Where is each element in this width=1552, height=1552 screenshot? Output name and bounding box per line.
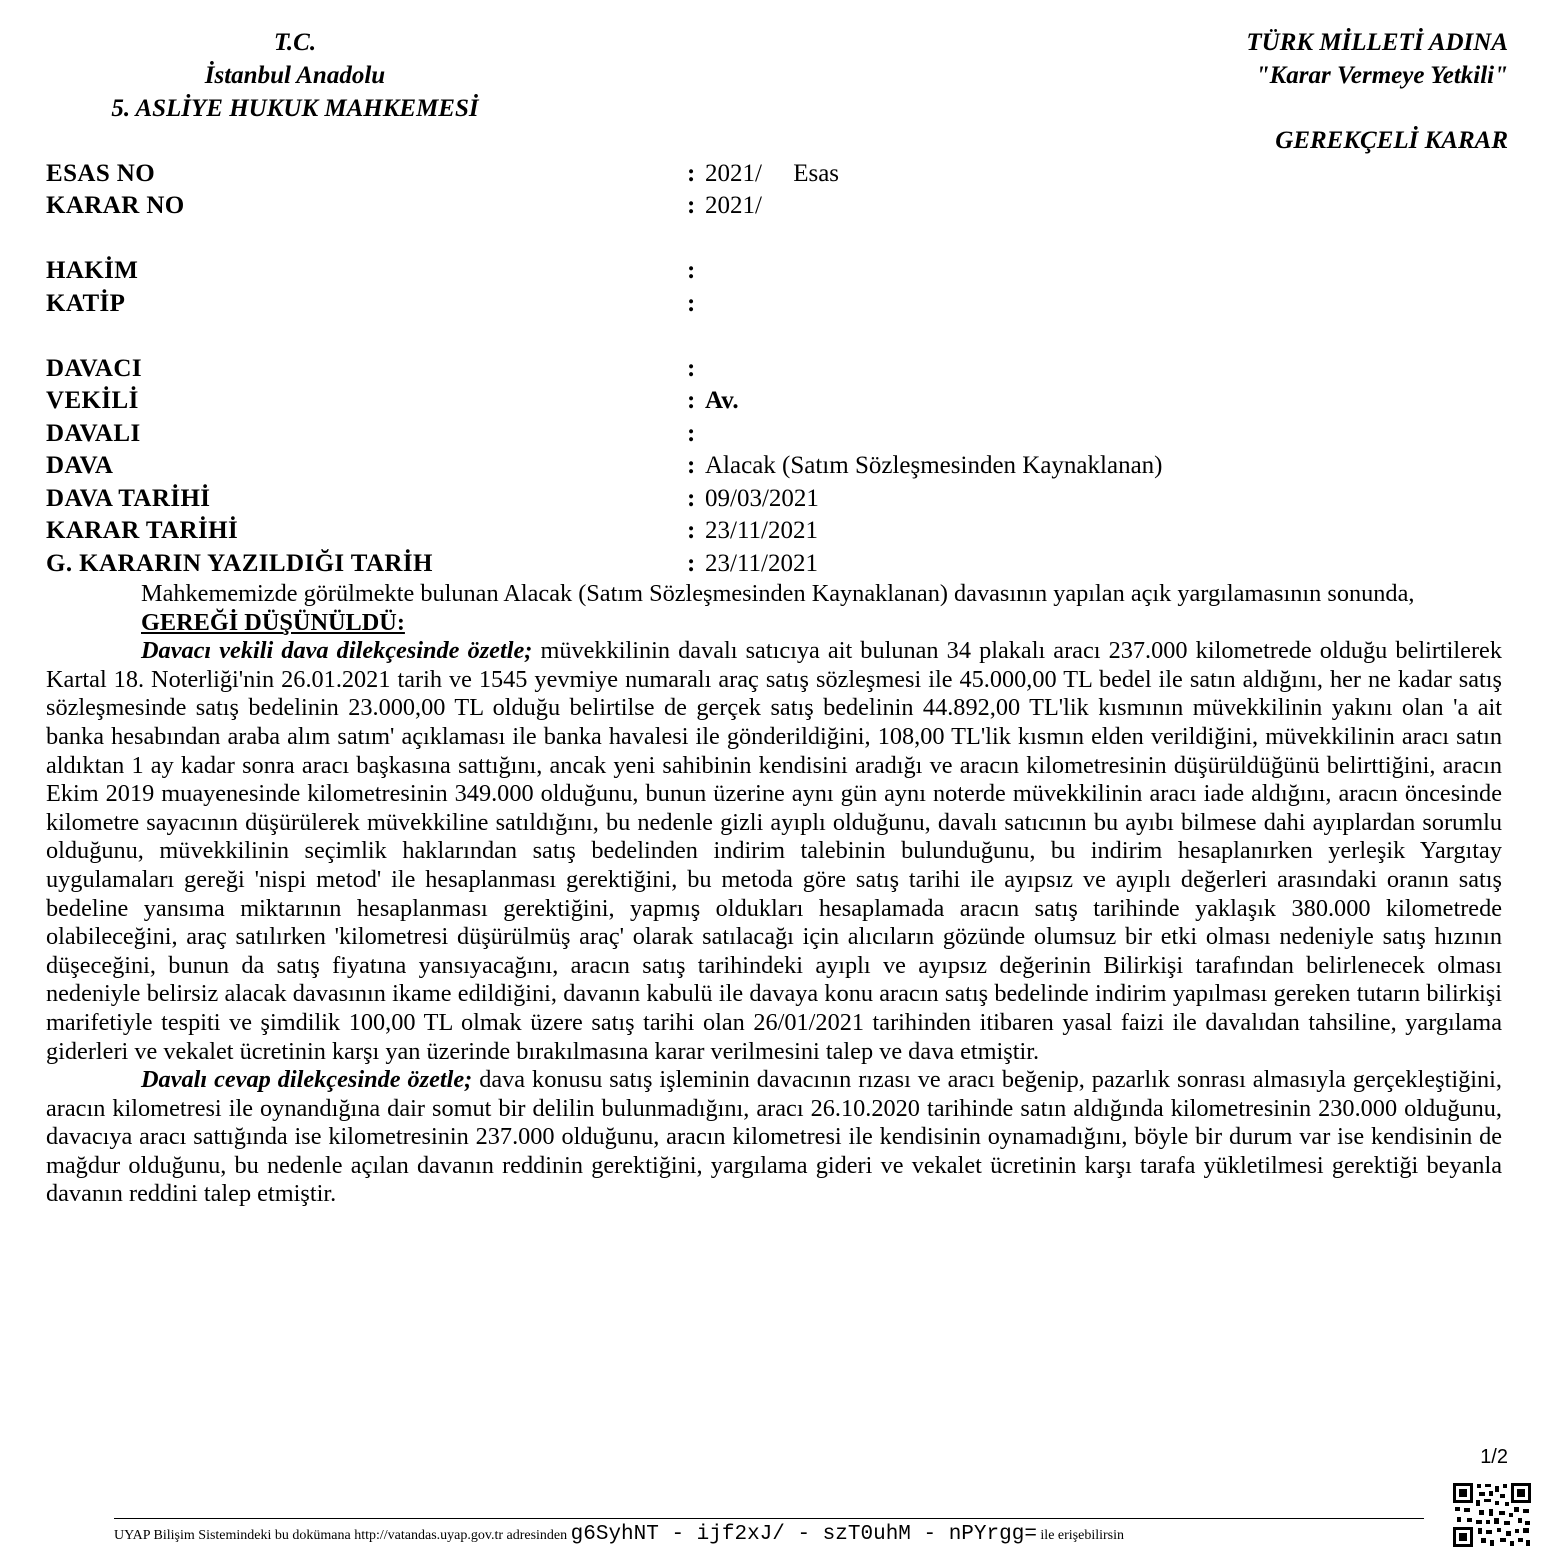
meta-separator: : xyxy=(687,257,696,284)
meta-separator: : xyxy=(687,550,696,577)
plaintiff-summary-lead: Davacı vekili dava dilekçesinde özetle; xyxy=(141,637,533,665)
plaintiff-summary xyxy=(46,637,1502,1066)
meta-value: 23/11/2021 xyxy=(705,517,818,544)
defendant-summary-text: dava konusu satış işleminin davacının rızası ve aracı beğenip, pazarlık sonrası almasıyla gerçekleştiğini, aracın kilometresi ile oynandığına dair somut bir delilin bulunmadığını, aracı 26.10.2020 tarihinde satın aldığında kilometresinin 230.000 olduğunu, davacıya aracı sattığında ise kilometresinin 237.000 olduğunu, aracın kilometresi ile kendisinin oynamadığını, böyle bir durum var ise kendisinin de mağdur olduğunu, bu nedenle açılan davanın reddinin gerektiğini, yargılama gideri ve vekalet ücretinin karşı tarafa yükletilmesi gerektiği beyanla davanın reddini talep etmiştir. xyxy=(46,1066,1502,1208)
footer-prefix: UYAP Bilişim Sistemindeki bu dokümana http://vatandas.uyap.gov.tr adresinden xyxy=(114,1528,568,1543)
meta-separator: : xyxy=(687,387,696,414)
meta-row-dava-tarihi xyxy=(46,482,1506,515)
meta-row-katip xyxy=(46,287,1506,320)
meta-row-davali xyxy=(46,417,1506,450)
footer-divider xyxy=(114,1518,1424,1519)
meta-row-vekili xyxy=(46,384,1506,417)
meta-separator: : xyxy=(687,290,696,317)
meta-value: 2021/ Esas xyxy=(705,160,840,187)
decision-heading-paragraph xyxy=(46,609,1502,638)
meta-row-dava xyxy=(46,449,1506,482)
meta-label: DAVALI xyxy=(46,420,141,447)
meta-label: DAVA TARİHİ xyxy=(46,485,211,512)
meta-row-hakim xyxy=(46,254,1506,287)
meta-separator: : xyxy=(687,160,696,187)
qr-code-icon xyxy=(1452,1482,1532,1548)
page-number: 1/2 xyxy=(1480,1446,1508,1468)
meta-label: DAVA xyxy=(46,452,114,479)
meta-separator: : xyxy=(687,452,696,479)
meta-label: G. KARARIN YAZILDIĞI TARİH xyxy=(46,550,433,577)
court-line-name: 5. ASLİYE HUKUK MAHKEMESİ xyxy=(111,95,479,122)
meta-separator: : xyxy=(687,517,696,544)
defendant-summary xyxy=(46,1066,1502,1209)
meta-separator: : xyxy=(687,485,696,512)
court-line-tc: T.C. xyxy=(273,29,317,56)
court-header xyxy=(55,26,535,125)
meta-row-esas-no xyxy=(46,157,1506,190)
footer-suffix: ile erişebilirsin xyxy=(1040,1528,1125,1543)
plaintiff-summary-text: müvekkilinin davalı satıcıya ait bulunan 34 plakalı aracı 237.000 kilometrede olduğu belirtilerek Kartal 18. Noterliği'nin 26.01.2021 tarih ve 1545 yevmiye numaralı araç satış sözleşmesi ile 45.000,00 TL bedel ile satın aldığını, her ne kadar satış sözleşmesinde satış bedelinin 23.000,00 TL olduğu belirtilse de gerçek satış bedelinin 44.892,00 TL'lik kısmının müvekkilinin yakını olan 'a ait banka hesabından araba alım satım' açıklaması ile banka havalesi ile gönderildiğini, 108,00 TL'lik kısmın elden verildiğini, müvekkilinin aracı satın aldıktan 1 ay kadar sonra aracı başkasına sattığını, ancak yeni sahibinin kendisini aradığı ve aracın kilometresinin düşürüldüğünü belirttiğini, aracın Ekim 2019 muayenesinde kilometresinin 349.000 olduğunu, bunun üzerine aynı gün aynı noterde müvekkilinin aracı iade aldığını, aracın öncesinde kilometre sayacının düşürülerek müvekkiline satıldığını, bu nedenle gizli ayıplı olduğunu, davalı satıcının bu ayıbı bilmese dahi ayıplardan sorumlu olduğunu, müvekkilinin seçimlik haklarından satış bedelinden indirim talebinin bulunduğunu, bu indirim hesaplanırken yerleşik Yargıtay uygulamaları gereği 'nispi metod' ile hesaplanması gerektiğini, bu metoda göre satış tarihi ile ayıpsız ve ayıplı değerleri arasındaki oranın satış bedeline yansıma miktarının hesaplanması gerektiğini, yapmış oldukları hesaplamada aracın satış tarihinde yaklaşık 380.000 kilometrede olabileceğini, araç satılırken 'kilometresi düşürülmüş araç' olarak satılacağı için alıcıların gözünde olumsuz bir etki olması nedeniyle satış hızının düşeceğini, bunun da satış fiyatına yansıyacağını, aracın satış tarihindeki ayıplı ve ayıpsız değerinin Bilirkişi tarafından belirlenecek olması nedeniyle belirsiz alacak davasının ikame edildiğini, davanın kabulü ile davaya konu aracın satış bedelinde indirim yapılması gereken tutarın bilirkişi marifetiyle tespiti ve şimdilik 100,00 TL olmak üzere satış tarihi olan 26/01/2021 tarihinden itibaren yasal faizi ile davalıdan tahsiline, yargılama giderleri ve vekalet ücretinin karşı yan üzerinde bırakılmasına karar verilmesini talep ve dava etmiştir. xyxy=(46,637,1502,1065)
nation-line: TÜRK MİLLETİ ADINA xyxy=(1246,29,1508,56)
meta-row-karar-no xyxy=(46,189,1506,222)
footer-note xyxy=(114,1524,1430,1547)
meta-label: KARAR NO xyxy=(46,192,185,219)
meta-row-karar-tarihi xyxy=(46,514,1506,547)
defendant-summary-lead: Davalı cevap dilekçesinde özetle; xyxy=(141,1066,473,1094)
meta-label: DAVACI xyxy=(46,355,142,382)
court-line-city: İstanbul Anadolu xyxy=(204,62,386,89)
meta-label: KATİP xyxy=(46,290,126,317)
meta-value: 09/03/2021 xyxy=(705,485,819,512)
meta-label: KARAR TARİHİ xyxy=(46,517,239,544)
document-type: GEREKÇELİ KARAR xyxy=(1275,127,1508,154)
meta-separator: : xyxy=(687,192,696,219)
meta-label: VEKİLİ xyxy=(46,387,139,414)
meta-value: Av. xyxy=(705,387,739,414)
intro-paragraph: Mahkememizde görülmekte bulunan Alacak (Satım Sözleşmesinden Kaynaklanan) davasının yapılan açık yargılamasının sonunda, xyxy=(141,580,1415,607)
meta-value: Alacak (Satım Sözleşmesinden Kaynaklanan) xyxy=(705,452,1163,479)
decision-heading: GEREĞİ DÜŞÜNÜLDÜ: xyxy=(141,608,405,636)
decision-body xyxy=(46,580,1502,1209)
meta-separator: : xyxy=(687,355,696,382)
meta-value: 2021/ xyxy=(705,192,762,219)
meta-row-davaci xyxy=(46,352,1506,385)
meta-separator: : xyxy=(687,420,696,447)
verification-code: g6SyhNT - ijf2xJ/ - szT0uhM - nPYrgg= xyxy=(570,1523,1037,1546)
authority-line: "Karar Vermeye Yetkili" xyxy=(1255,62,1508,89)
meta-row-yazildigi-tarih xyxy=(46,547,1506,580)
meta-value: 23/11/2021 xyxy=(705,550,818,577)
nation-header xyxy=(1246,26,1508,92)
meta-label: ESAS NO xyxy=(46,160,156,187)
meta-label: HAKİM xyxy=(46,257,139,284)
